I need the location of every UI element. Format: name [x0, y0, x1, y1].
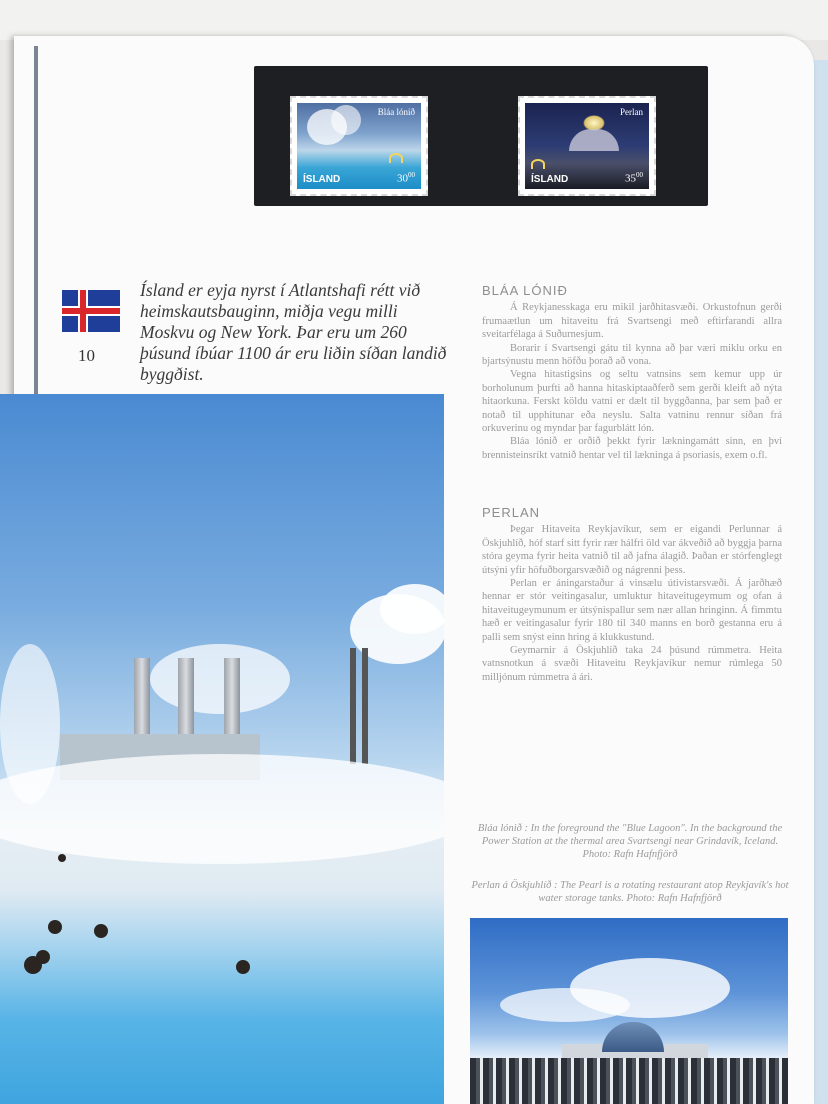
paragraph: Borarir í Svartsengi gátu til kynna að þar væri miklu orku en bjartsýnustu menn höfðu þorað að vona.	[482, 342, 782, 368]
page-number: 10	[78, 346, 95, 365]
stamp-title: Perlan	[620, 107, 643, 117]
paragraph: Vegna hitastigsins og seltu vatnsins sem kemur upp úr borholunum þurfti að hanna hitaskiptaaðferð sem gerði kleift að nýta hitaorkuna. Ferskt köldu vatni er dælt til byggðanna, þar sem það er notað til upphitunar eða neyslu. Salta vatninu rennur síðan frá orkuverinu og myndar þar fagurblátt lón.	[482, 369, 782, 435]
photo-captions	[470, 822, 790, 923]
stamp-blue-lagoon	[290, 96, 428, 196]
caption-blue-lagoon: Bláa lónið : In the foreground the "Blue Lagoon". In the background the Power Station at the thermal area Svartsengi near Grindavík, Iceland. Photo: Rafn Hafnfjörð	[477, 823, 783, 860]
paragraph: Perlan er áningarstaður á vinsælu útivistarsvæði. Á jarðhæð hennar er stór veitingasalur, umluktur hitaveitugeymum og ofan á hitaveitugeymunum er útsýnispallur sem nær allan hringinn. Á fimmtu hæð er veitingasalur fyrir 180 til 340 manns en borð gestanna eru á palli sem snýst einn hring á klukkustund.	[482, 578, 782, 643]
section-heading: BLÁA LÓNIÐ	[482, 283, 568, 298]
stamp-value: $30^{00}$	[397, 171, 415, 185]
stamp-value: $35^{00}$	[625, 171, 643, 185]
blue-lagoon-section	[482, 284, 782, 462]
stamp-country: ÍSLAND	[531, 174, 569, 185]
blue-lagoon-photo	[0, 394, 444, 1104]
nordic-swan-icon	[531, 159, 545, 169]
binding-edge	[34, 46, 38, 396]
perlan-photo	[470, 918, 788, 1104]
caption-perlan: Perlan á Öskjuhlíð : The Pearl is a rotating restaurant atop Reykjavík's hot water storage tanks. Photo: Rafn Hafnfjörð	[471, 880, 789, 904]
paragraph: Þegar Hitaveita Reykjavíkur, sem er eigandi Perlunnar á Öskjuhlíð, hóf starf sitt fyrir rær hálfri öld var ákveðið að byggja þarna stóra geyma fyrir heita vatnið til að jafna álagið. Þaðan er stórfenglegt útsýni yfir höfuðborgarsvæðið og nágrenni þess.	[482, 524, 782, 576]
paragraph: Geymarnir á Öskjuhlíð taka 24 þúsund rúmmetra. Heita vatnsnotkun á svæði Hitaveitu Reykjavíkur nemur rúmlega 50 milljónum rúmmetra á ári.	[482, 645, 782, 683]
intro-text: Ísland er eyja nyrst í Atlantshafi rétt við heimskautsbauginn, miðja vegu milli Moskvu og New York. Þar eru um 260 þúsund íbúar 1100 ár eru liðin síðan landið byggðist.	[140, 280, 447, 384]
stamp-mount	[254, 66, 708, 206]
stamp-perlan	[518, 96, 656, 196]
stamp-country: ÍSLAND	[303, 174, 341, 185]
stamp-title: Bláa lónið	[377, 107, 415, 117]
perlan-section	[482, 506, 782, 684]
nordic-swan-icon	[389, 153, 403, 163]
book-backdrop	[0, 0, 828, 40]
paragraph: Á Reykjanesskaga eru mikil jarðhitasvæði. Orkustofnun gerði frumaætlun um hitaveitu frá Svartsengi með eftirfarandi allra sveitarfélaga á Suðurnesjum.	[482, 302, 782, 341]
stamp-perlan-image	[525, 103, 649, 189]
stamp-blue-lagoon-image	[297, 103, 421, 189]
section-heading: PERLAN	[482, 505, 541, 520]
paragraph: Bláa lónið er orðið þekkt fyrir lækningamátt sinn, en því brennisteinsríkt vatnið hentar vel til lækninga á psoriasis, exem o.fl.	[482, 436, 782, 461]
iceland-flag-icon	[62, 290, 120, 332]
